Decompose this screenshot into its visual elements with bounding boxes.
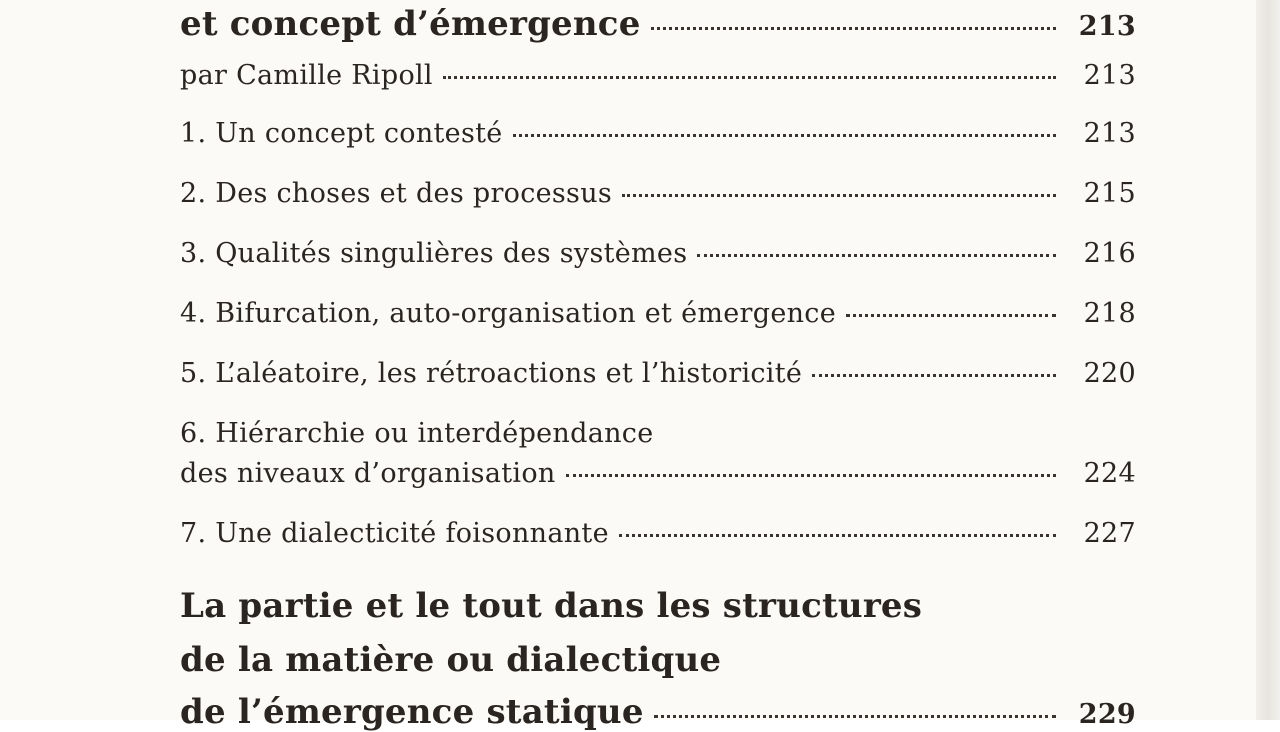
- toc-section-4: [180, 298, 1136, 329]
- toc-entry-title: de l’émergence statique: [180, 692, 644, 732]
- dot-leader: [622, 194, 1056, 197]
- toc-page-number: 213: [1083, 118, 1136, 149]
- toc-page-number: 220: [1083, 358, 1136, 389]
- toc-page-number: 213: [1083, 60, 1136, 91]
- dot-leader: [812, 374, 1056, 377]
- dot-leader: [846, 314, 1056, 317]
- dot-leader: [566, 474, 1056, 477]
- toc-entry-title: 7. Une dialecticité foisonnante: [180, 518, 609, 549]
- toc-entry-title: par Camille Ripoll: [180, 60, 433, 91]
- dot-leader: [443, 76, 1056, 79]
- next-chapter-title-line1: La partie et le tout dans les structures: [180, 586, 923, 626]
- toc-section-2: [180, 178, 1136, 209]
- toc-author: [180, 60, 1136, 91]
- toc-section-7: [180, 518, 1136, 549]
- toc-section-5: [180, 358, 1136, 389]
- toc-page-number: 218: [1083, 298, 1136, 329]
- toc-page-number: 213: [1078, 11, 1136, 42]
- toc-section-6: [180, 458, 1136, 489]
- toc-section-6-line1: 6. Hiérarchie ou interdépendance: [180, 418, 654, 449]
- toc-section-1: [180, 118, 1136, 149]
- toc-entry-title: 2. Des choses et des processus: [180, 178, 613, 209]
- dot-leader: [697, 254, 1056, 257]
- toc-page-number: 215: [1083, 178, 1136, 209]
- dot-leader: [513, 134, 1056, 137]
- toc-entry-title: et concept d’émergence: [180, 4, 641, 44]
- toc-entry-title: 4. Bifurcation, auto-organisation et émergence: [180, 298, 836, 329]
- toc-entry-title: 3. Qualités singulières des systèmes: [180, 238, 688, 269]
- toc-entry-title: des niveaux d’organisation: [180, 458, 556, 489]
- dot-leader: [619, 534, 1056, 537]
- toc-page-number: 224: [1083, 458, 1136, 489]
- next-chapter-title-line2: de la matière ou dialectique: [180, 640, 722, 680]
- toc-page-number: 227: [1083, 518, 1136, 549]
- toc-chapter-title: [180, 4, 1136, 44]
- dot-leader: [651, 27, 1056, 30]
- toc-entry-title: 1. Un concept contesté: [180, 118, 503, 149]
- next-chapter-title-line3: [180, 692, 1136, 732]
- page-edge-shadow: [1256, 0, 1280, 720]
- toc-page-number: 229: [1078, 699, 1136, 730]
- toc-page-number: 216: [1083, 238, 1136, 269]
- toc-section-3: [180, 238, 1136, 269]
- dot-leader: [654, 715, 1056, 718]
- toc-entry-title: 5. L’aléatoire, les rétroactions et l’historicité: [180, 358, 803, 389]
